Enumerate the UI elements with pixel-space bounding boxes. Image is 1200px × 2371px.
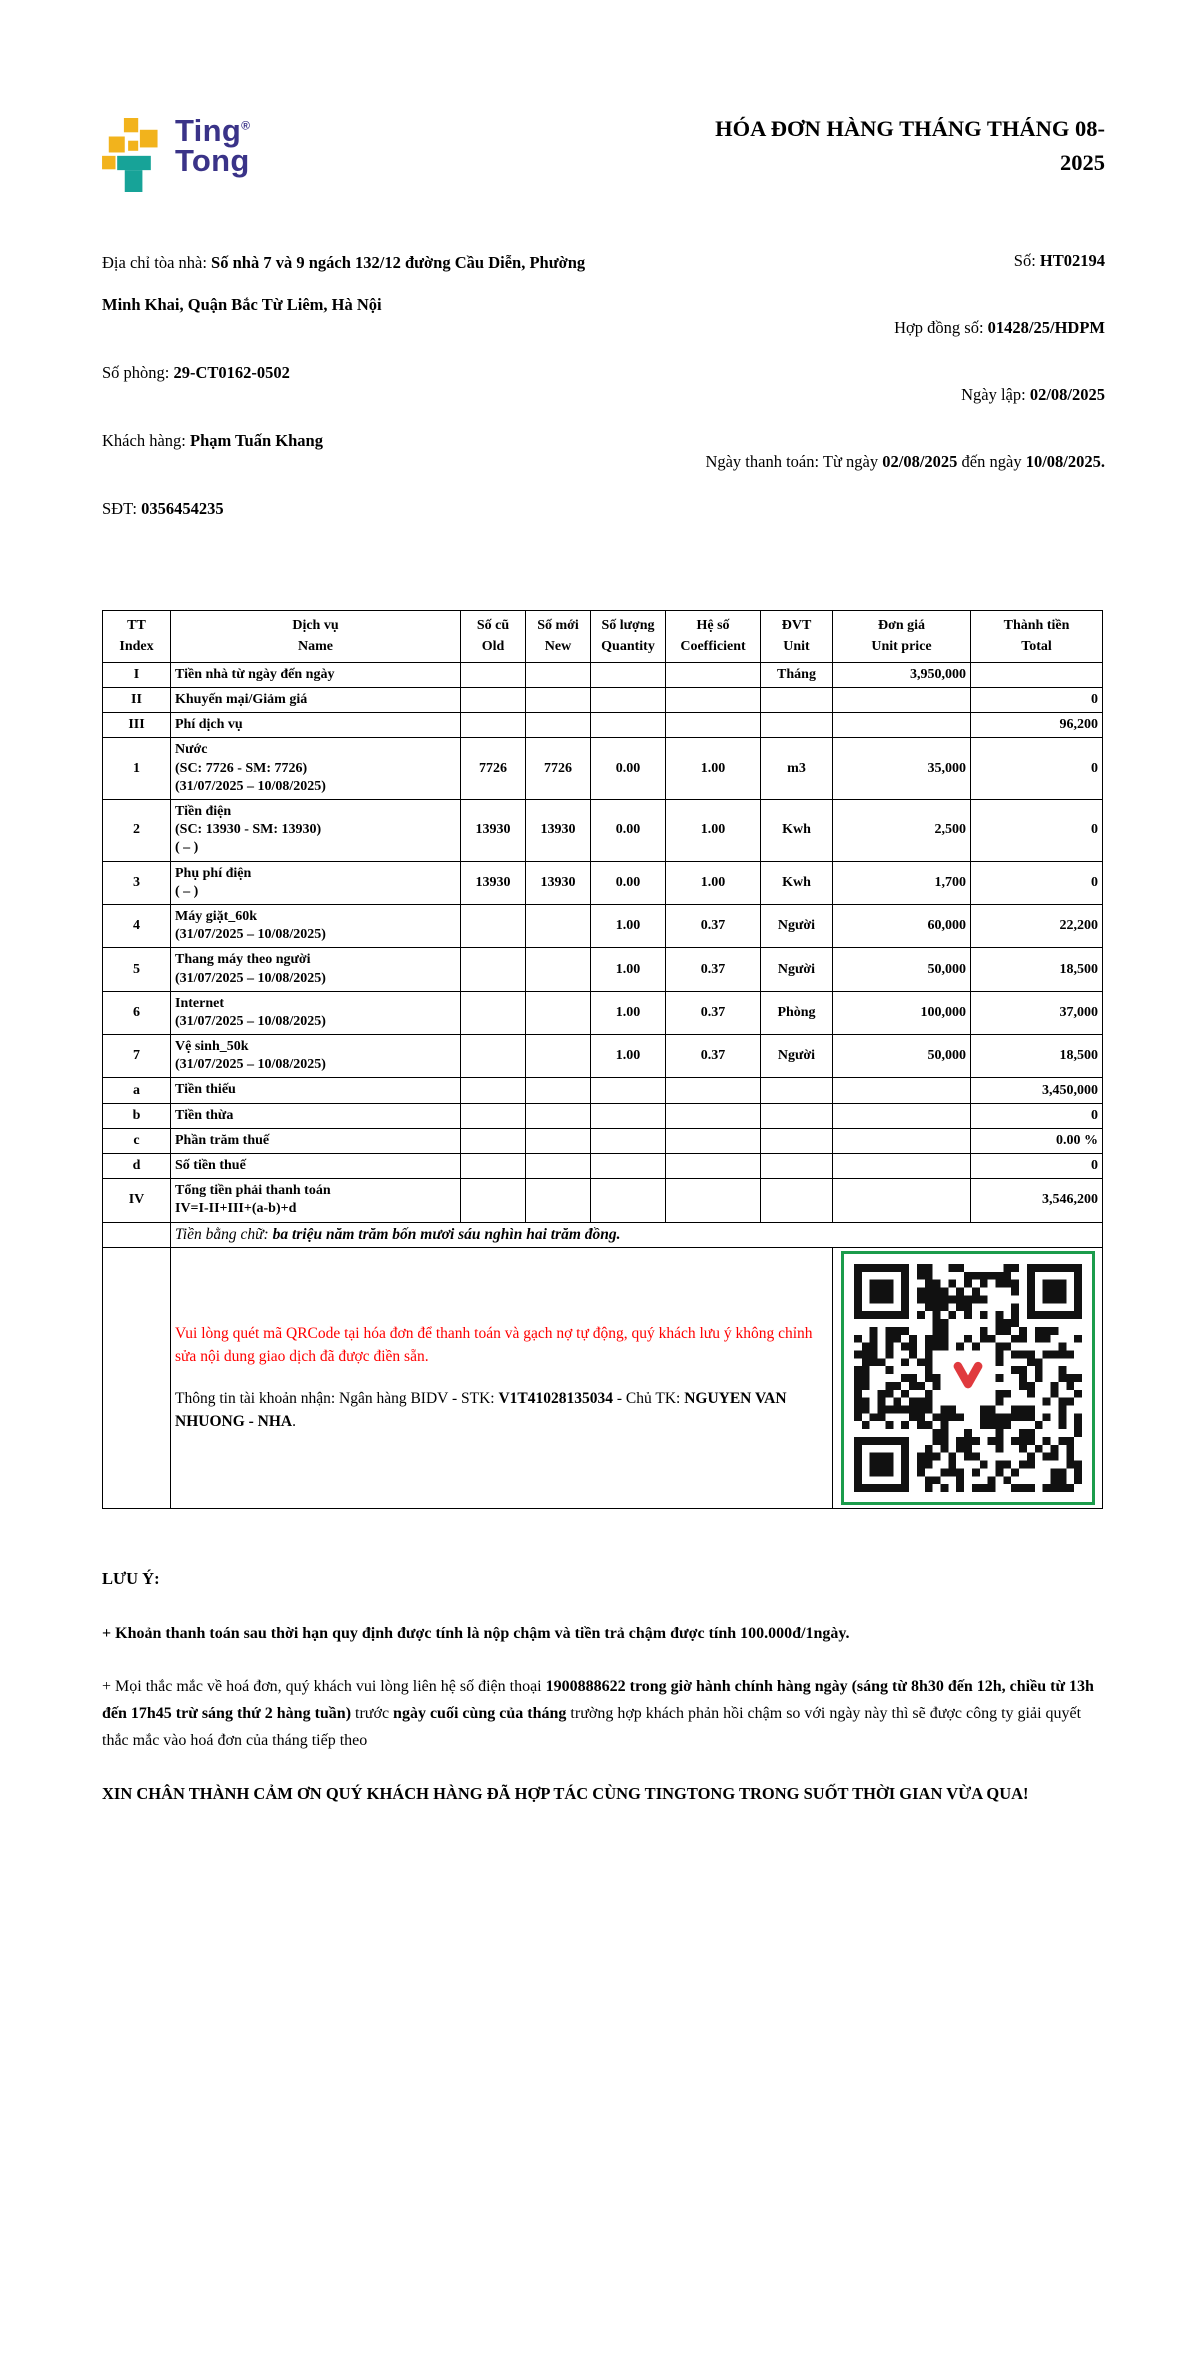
text-segment: 02/08/2025 <box>1029 384 1105 404</box>
service-line: (31/07/2025 – 10/08/2025) <box>175 778 326 794</box>
service-line: (31/07/2025 – 10/08/2025) <box>175 970 326 986</box>
text-segment: Tiền bằng chữ: <box>175 1225 273 1243</box>
amount-in-words-row <box>103 1222 1103 1247</box>
total-cell: 18,500 <box>971 1035 1103 1078</box>
service-cell <box>171 861 461 904</box>
text-segment: Địa chỉ tòa nhà: <box>102 253 212 272</box>
text-segment: XIN CHÂN THÀNH CẢM ƠN QUÝ KHÁCH HÀNG ĐÃ HỢP TÁC CÙNG TINGTONG TRONG SUỐT THỜI GIAN VỪA QUA! <box>102 1783 1029 1803</box>
quantity-cell: 1.00 <box>591 904 666 947</box>
service-line: (SC: 13930 - SM: 13930) <box>175 822 322 838</box>
notes-section <box>102 1569 1105 1808</box>
registered-mark: ® <box>241 118 251 133</box>
service-line: Tiền điện <box>175 804 232 820</box>
quantity-cell: 0.00 <box>591 861 666 904</box>
text-segment: + Khoản thanh toán sau thời hạn quy định được tính là nộp chậm và tiền trả chậm được tính 100.000đ/1ngày. <box>102 1624 850 1642</box>
table-row <box>103 1078 1103 1103</box>
column-header <box>461 611 526 663</box>
column-header-label: Index <box>119 638 154 654</box>
text-segment: 29-CT0162-0502 <box>173 363 290 383</box>
service-cell <box>171 1035 461 1078</box>
service-line: Nước <box>175 742 208 758</box>
text-segment: . <box>292 1412 296 1430</box>
unit-cell: Phòng <box>761 991 833 1034</box>
header <box>102 112 1105 192</box>
customer-phone <box>102 488 607 530</box>
service-cell <box>171 948 461 991</box>
quantity-cell: 1.00 <box>591 1035 666 1078</box>
table-row <box>103 713 1103 738</box>
total-cell: 0 <box>971 738 1103 800</box>
text-segment: Ngày thanh toán: Từ ngày <box>705 451 883 471</box>
qr-code-cell <box>833 1247 1103 1508</box>
new-reading-cell <box>526 713 591 738</box>
text-segment: SĐT: <box>102 499 142 519</box>
invoice-title: HÓA ĐƠN HÀNG THÁNG THÁNG 08-2025 <box>715 116 1105 175</box>
service-line: Tổng tiền phải thanh toán <box>175 1183 331 1199</box>
new-reading-cell <box>526 1154 591 1179</box>
column-header-label: Unit price <box>871 638 932 654</box>
service-cell <box>171 1078 461 1103</box>
text-segment: - Chủ TK: <box>613 1389 685 1407</box>
text-segment: Ngày lập: <box>961 384 1030 404</box>
unit-price-cell: 35,000 <box>833 738 971 800</box>
coefficient-cell: 1.00 <box>666 800 761 862</box>
old-reading-cell <box>461 948 526 991</box>
text-segment: Thông tin tài khoản nhận: Ngân hàng BIDV - STK: <box>175 1389 499 1407</box>
index-cell: I <box>103 662 171 687</box>
service-line: IV=I-II+III+(a-b)+d <box>175 1201 297 1217</box>
service-cell <box>171 662 461 687</box>
service-cell <box>171 713 461 738</box>
empty-cell <box>103 1222 171 1247</box>
total-cell: 0 <box>971 1103 1103 1128</box>
column-header-label: Dịch vụ <box>292 618 339 634</box>
column-header-label: Đơn giá <box>877 618 926 634</box>
quantity-cell <box>591 1078 666 1103</box>
old-reading-cell <box>461 1035 526 1078</box>
old-reading-cell <box>461 1103 526 1128</box>
new-reading-cell: 13930 <box>526 800 591 862</box>
info-left-column <box>102 242 607 556</box>
thank-you-note <box>102 1781 1105 1807</box>
new-reading-cell <box>526 1078 591 1103</box>
text-segment: Khách hàng: <box>102 431 190 451</box>
coefficient-cell <box>666 662 761 687</box>
service-line: (31/07/2025 – 10/08/2025) <box>175 927 326 943</box>
coefficient-cell <box>666 1128 761 1153</box>
index-cell: 1 <box>103 738 171 800</box>
quantity-cell: 0.00 <box>591 800 666 862</box>
column-header-label: Quantity <box>601 638 655 654</box>
table-row <box>103 904 1103 947</box>
coefficient-cell: 0.37 <box>666 991 761 1034</box>
unit-price-cell <box>833 1078 971 1103</box>
unit-cell: Kwh <box>761 800 833 862</box>
unit-price-cell: 60,000 <box>833 904 971 947</box>
column-header-label: Số cũ <box>476 618 510 634</box>
total-cell: 18,500 <box>971 948 1103 991</box>
service-cell <box>171 904 461 947</box>
invoice-info <box>102 242 1105 556</box>
column-header <box>833 611 971 663</box>
column-header <box>971 611 1103 663</box>
service-line: Số tiền thuế <box>175 1158 246 1174</box>
column-header <box>103 611 171 663</box>
column-header <box>761 611 833 663</box>
service-line: Máy giặt_60k <box>175 908 258 924</box>
invoice-table-head <box>103 611 1103 663</box>
text-segment: 02/08/2025 <box>882 451 958 471</box>
old-reading-cell <box>461 1154 526 1179</box>
text-segment: 10/08/2025. <box>1025 451 1105 471</box>
table-row <box>103 1128 1103 1153</box>
total-cell: 0 <box>971 800 1103 862</box>
new-reading-cell: 13930 <box>526 861 591 904</box>
unit-cell: Người <box>761 904 833 947</box>
table-row <box>103 800 1103 862</box>
total-cell: 3,450,000 <box>971 1078 1103 1103</box>
text-segment: ngày cuối cùng của tháng <box>393 1705 567 1723</box>
quantity-cell: 1.00 <box>591 948 666 991</box>
table-row <box>103 948 1103 991</box>
service-cell <box>171 1128 461 1153</box>
service-line: Phụ phí điện <box>175 865 252 881</box>
service-line: Tiền thiếu <box>175 1082 236 1098</box>
invoice-table-footer <box>103 1222 1103 1508</box>
service-line: Tiền nhà từ ngày đến ngày <box>175 666 335 682</box>
index-cell: d <box>103 1154 171 1179</box>
index-cell: 5 <box>103 948 171 991</box>
logo-line1: Ting <box>175 113 242 148</box>
text-segment: NGUYEN VAN NHUONG - NHA <box>175 1389 787 1430</box>
column-header-label: Unit <box>783 638 810 654</box>
service-cell <box>171 1179 461 1222</box>
logo-line2: Tong <box>175 143 250 179</box>
payment-qr-row <box>103 1247 1103 1508</box>
unit-cell: Kwh <box>761 861 833 904</box>
old-reading-cell <box>461 991 526 1034</box>
index-cell: 4 <box>103 904 171 947</box>
new-reading-cell <box>526 1103 591 1128</box>
quantity-cell <box>591 1154 666 1179</box>
text-segment: trước <box>351 1705 394 1723</box>
text-segment: đến ngày <box>957 451 1026 471</box>
tingtong-logo <box>102 113 251 192</box>
new-reading-cell <box>526 1128 591 1153</box>
table-row <box>103 1035 1103 1078</box>
old-reading-cell <box>461 904 526 947</box>
text-segment: + Mọi thắc mắc về hoá đơn, quý khách vui lòng liên hệ số điện thoại <box>102 1678 546 1696</box>
new-reading-cell <box>526 662 591 687</box>
service-line: Thang máy theo người <box>175 952 311 968</box>
quantity-cell <box>591 688 666 713</box>
unit-price-cell: 50,000 <box>833 948 971 991</box>
index-cell: IV <box>103 1179 171 1222</box>
invoice-number <box>665 242 1105 280</box>
tingtong-logo-text <box>175 113 251 179</box>
late-payment-note <box>102 1621 1105 1647</box>
quantity-cell <box>591 1103 666 1128</box>
quantity-cell: 0.00 <box>591 738 666 800</box>
index-cell: c <box>103 1128 171 1153</box>
unit-cell <box>761 688 833 713</box>
total-cell: 0 <box>971 688 1103 713</box>
old-reading-cell: 7726 <box>461 738 526 800</box>
column-header-label: Total <box>1021 638 1052 654</box>
coefficient-cell: 1.00 <box>666 861 761 904</box>
hotline-note <box>102 1674 1105 1755</box>
index-cell: III <box>103 713 171 738</box>
quantity-cell <box>591 662 666 687</box>
issue-date <box>665 376 1105 414</box>
unit-cell: Người <box>761 948 833 991</box>
vietqr-v-icon <box>946 1357 990 1398</box>
old-reading-cell <box>461 1128 526 1153</box>
column-header-label: Coefficient <box>680 638 746 654</box>
new-reading-cell <box>526 1035 591 1078</box>
payment-instructions <box>171 1247 833 1508</box>
column-header-label: TT <box>127 618 146 634</box>
new-reading-cell <box>526 991 591 1034</box>
coefficient-cell: 0.37 <box>666 904 761 947</box>
unit-price-cell <box>833 713 971 738</box>
service-cell <box>171 991 461 1034</box>
index-cell: II <box>103 688 171 713</box>
total-cell: 22,200 <box>971 904 1103 947</box>
unit-cell: Tháng <box>761 662 833 687</box>
old-reading-cell <box>461 1179 526 1222</box>
service-line: (31/07/2025 – 10/08/2025) <box>175 1057 326 1073</box>
unit-price-cell: 3,950,000 <box>833 662 971 687</box>
coefficient-cell <box>666 1154 761 1179</box>
service-line: (SC: 7726 - SM: 7726) <box>175 760 308 776</box>
unit-price-cell <box>833 1154 971 1179</box>
unit-price-cell <box>833 1128 971 1153</box>
service-line: Khuyến mại/Giảm giá <box>175 692 308 708</box>
text-segment: Số phòng: <box>102 363 174 383</box>
qr-instruction-text: Vui lòng quét mã QRCode tại hóa đơn để thanh toán và gạch nợ tự động, quý khách lưu ý không chỉnh sửa nội dung giao dịch đã được điền sẵn. <box>175 1325 813 1366</box>
unit-price-cell <box>833 688 971 713</box>
unit-cell: m3 <box>761 738 833 800</box>
text-segment: HT02194 <box>1039 251 1105 270</box>
old-reading-cell <box>461 1078 526 1103</box>
old-reading-cell: 13930 <box>461 861 526 904</box>
quantity-cell <box>591 1179 666 1222</box>
service-cell <box>171 1154 461 1179</box>
new-reading-cell <box>526 688 591 713</box>
old-reading-cell <box>461 713 526 738</box>
unit-price-cell: 1,700 <box>833 861 971 904</box>
unit-price-cell <box>833 1179 971 1222</box>
total-cell: 0 <box>971 861 1103 904</box>
table-row <box>103 861 1103 904</box>
new-reading-cell: 7726 <box>526 738 591 800</box>
empty-cell <box>103 1247 171 1508</box>
column-header-label: ĐVT <box>781 618 812 634</box>
text-segment: Số: <box>1013 251 1040 270</box>
unit-cell <box>761 1128 833 1153</box>
unit-cell <box>761 1078 833 1103</box>
text-segment: ba triệu năm trăm bốn mươi sáu nghìn hai trăm đồng. <box>272 1225 621 1243</box>
service-line: (31/07/2025 – 10/08/2025) <box>175 1013 326 1029</box>
service-line: ( – ) <box>175 840 199 856</box>
total-cell: 3,546,200 <box>971 1179 1103 1222</box>
unit-price-cell: 100,000 <box>833 991 971 1034</box>
total-cell: 37,000 <box>971 991 1103 1034</box>
column-header <box>666 611 761 663</box>
index-cell: 7 <box>103 1035 171 1078</box>
service-line: Tiền thừa <box>175 1107 234 1123</box>
column-header-label: Name <box>298 638 333 654</box>
service-line: Phí dịch vụ <box>175 717 243 733</box>
account-info-text <box>175 1387 828 1434</box>
unit-cell <box>761 1179 833 1222</box>
table-row <box>103 738 1103 800</box>
column-header <box>591 611 666 663</box>
service-line: Phần trăm thuế <box>175 1132 270 1148</box>
index-cell: 6 <box>103 991 171 1034</box>
column-header-label: Thành tiền <box>1003 618 1070 634</box>
text-segment: Phạm Tuấn Khang <box>189 431 323 451</box>
unit-price-cell <box>833 1103 971 1128</box>
service-line: Internet <box>175 995 224 1011</box>
invoice-table <box>102 610 1103 1508</box>
old-reading-cell <box>461 662 526 687</box>
unit-cell <box>761 1103 833 1128</box>
unit-price-cell: 50,000 <box>833 1035 971 1078</box>
column-header-label: Old <box>481 638 505 654</box>
coefficient-cell <box>666 688 761 713</box>
table-row <box>103 1154 1103 1179</box>
info-right-column <box>665 242 1105 556</box>
column-header <box>526 611 591 663</box>
building-address <box>102 242 607 326</box>
quantity-cell <box>591 713 666 738</box>
room-number <box>102 352 607 394</box>
unit-cell <box>761 1154 833 1179</box>
tingtong-pixel-tree-icon <box>102 118 166 192</box>
coefficient-cell <box>666 1078 761 1103</box>
total-cell: 0.00 % <box>971 1128 1103 1153</box>
customer-name <box>102 420 607 462</box>
quantity-cell <box>591 1128 666 1153</box>
text-segment: trường hợp khách phản hồi chậm so với ngày này thì sẽ được công ty giải quyết thắc mắc vào hoá đơn của tháng tiếp theo <box>102 1705 1082 1749</box>
text-segment: Số nhà 7 và 9 ngách 132/12 đường Cầu Diễn, Phường Minh Khai, Quận Bắc Từ Liêm, Hà Nội <box>102 253 586 315</box>
table-row <box>103 991 1103 1034</box>
text-segment: 0356454235 <box>141 499 224 519</box>
service-cell <box>171 800 461 862</box>
old-reading-cell: 13930 <box>461 800 526 862</box>
column-header-label: Hệ số <box>696 618 730 634</box>
table-row <box>103 1103 1103 1128</box>
text-segment: Hợp đồng số: <box>894 317 988 337</box>
amount-in-words <box>171 1222 1103 1247</box>
column-header-label: Số lượng <box>601 618 655 634</box>
qr-frame <box>841 1251 1095 1505</box>
unit-cell <box>761 713 833 738</box>
new-reading-cell <box>526 1179 591 1222</box>
coefficient-cell <box>666 1179 761 1222</box>
coefficient-cell: 0.37 <box>666 948 761 991</box>
index-cell: b <box>103 1103 171 1128</box>
column-header <box>171 611 461 663</box>
payment-period <box>665 443 1105 481</box>
coefficient-cell <box>666 713 761 738</box>
table-row <box>103 1179 1103 1222</box>
service-cell <box>171 738 461 800</box>
coefficient-cell: 0.37 <box>666 1035 761 1078</box>
notes-heading: LƯU Ý: <box>102 1568 160 1588</box>
coefficient-cell <box>666 1103 761 1128</box>
total-cell <box>971 662 1103 687</box>
column-header-label: New <box>544 638 572 654</box>
quantity-cell: 1.00 <box>591 991 666 1034</box>
service-cell <box>171 1103 461 1128</box>
old-reading-cell <box>461 688 526 713</box>
text-segment: V1T41028135034 <box>498 1389 613 1407</box>
index-cell: a <box>103 1078 171 1103</box>
service-line: ( – ) <box>175 883 199 899</box>
column-header-label: Số mới <box>537 618 579 634</box>
text-segment: 1900888622 trong giờ hành chính hàng ngày (sáng từ 8h30 đến 12h, chiều từ 13h đến 17h45 trừ sáng thứ 2 hàng tuần) <box>102 1678 1094 1723</box>
new-reading-cell <box>526 904 591 947</box>
coefficient-cell: 1.00 <box>666 738 761 800</box>
new-reading-cell <box>526 948 591 991</box>
service-cell <box>171 688 461 713</box>
service-line: Vệ sinh_50k <box>175 1039 249 1055</box>
table-row <box>103 688 1103 713</box>
index-cell: 2 <box>103 800 171 862</box>
table-row <box>103 662 1103 687</box>
invoice-table-body <box>103 662 1103 1222</box>
table-header-row <box>103 611 1103 663</box>
total-cell: 0 <box>971 1154 1103 1179</box>
text-segment: 01428/25/HDPM <box>987 317 1105 337</box>
total-cell: 96,200 <box>971 713 1103 738</box>
unit-cell: Người <box>761 1035 833 1078</box>
unit-price-cell: 2,500 <box>833 800 971 862</box>
contract-number <box>665 309 1105 347</box>
index-cell: 3 <box>103 861 171 904</box>
